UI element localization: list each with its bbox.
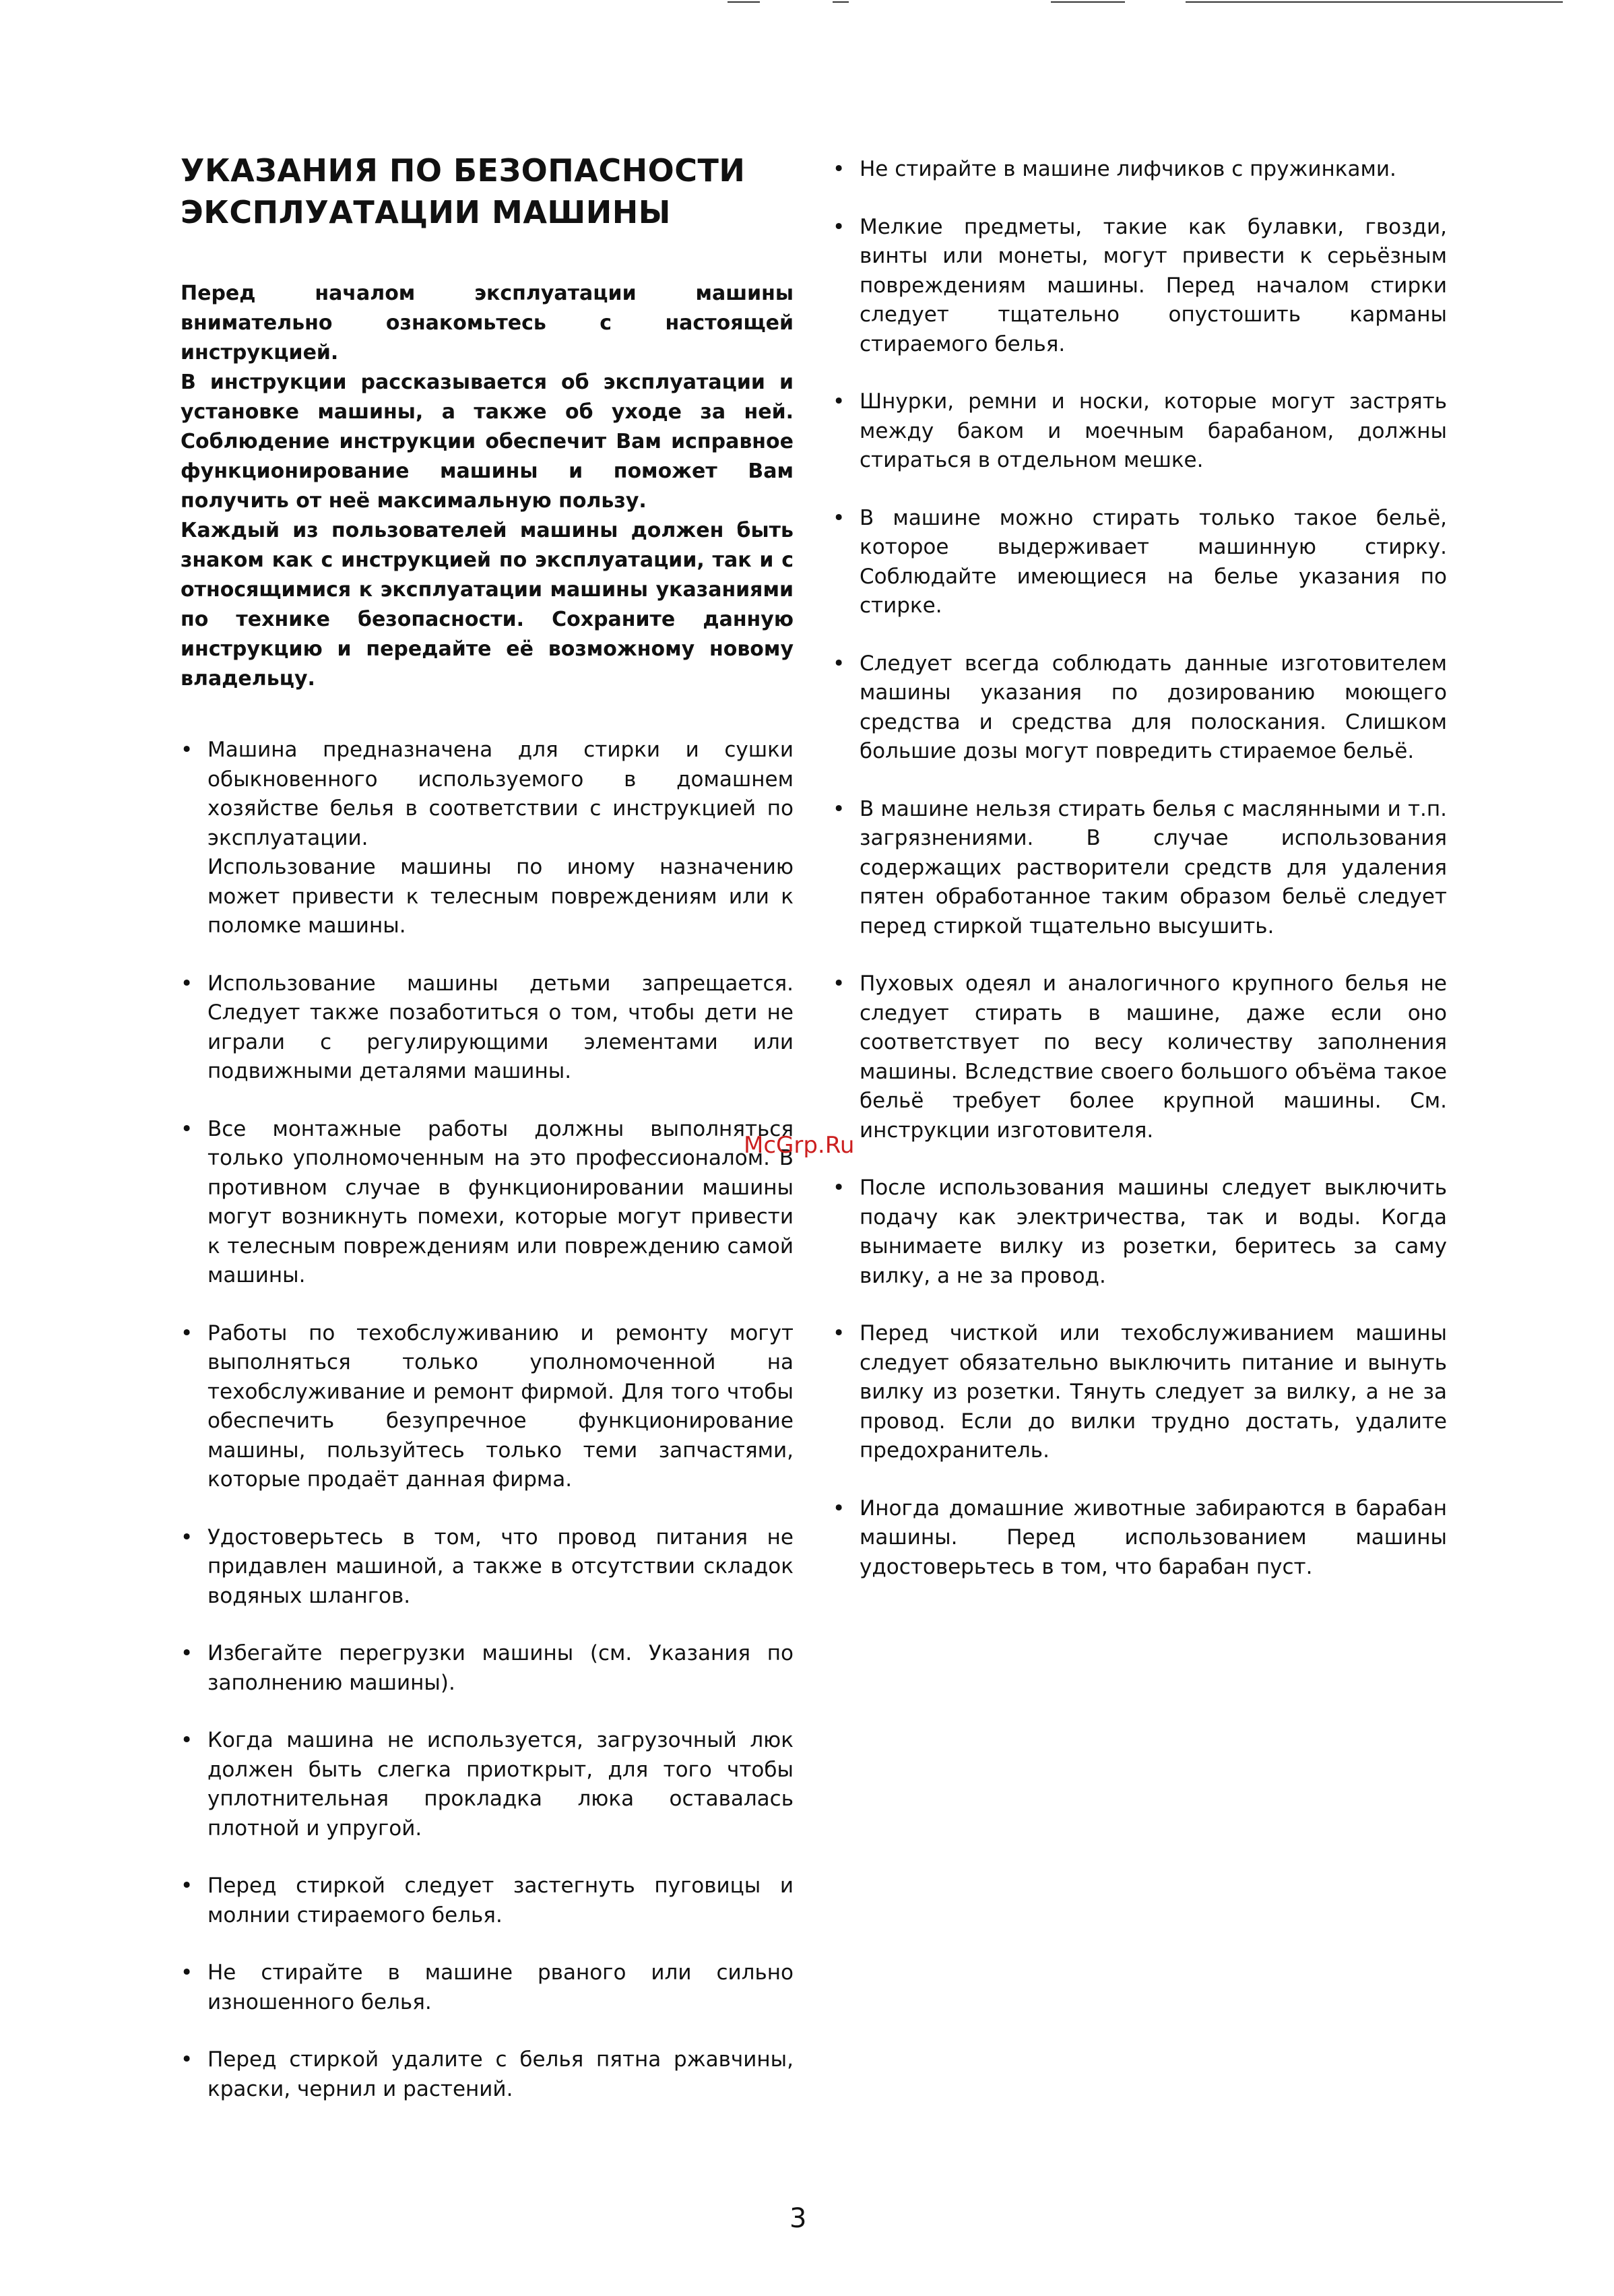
list-item: • Мелкие предметы, такие как булавки, гвозди, винты или монеты, могут привести к серьёзным повреждениям машины. Перед началом стирки следует тщательно опустошить карманы стираемого белья.: [833, 213, 1447, 360]
list-item: • Удостоверьтесь в том, что провод питания не придавлен машиной, а также в отсутствии складок водяных шлангов.: [181, 1523, 794, 1612]
right-column: [833, 155, 1447, 1610]
list-item: • Не стирайте в машине рваного или сильно изношенного белья.: [181, 1958, 794, 2017]
list-item: • Избегайте перегрузки машины (см. Указания по заполнению машины).: [181, 1639, 794, 1698]
page-number: 3: [789, 2203, 807, 2234]
intro-paragraph: Перед началом эксплуатации машины внимательно ознакомьтесь с настоящей инструкцией.: [181, 282, 794, 364]
intro-paragraph: Каждый из пользователей машины должен быть знаком как с инструкцией по эксплуатации, так и с относящимися к эксплуатации машины указаниями по технике безопасности. Сохраните данную инструкцию и передайте её возможному новому владельцу.: [181, 519, 794, 691]
list-item: • После использования машины следует выключить подачу как электричества, так и воды. Когда вынимаете вилку из розетки, беритесь за саму вилку, а не за провод.: [833, 1174, 1447, 1291]
intro-block: [181, 279, 794, 694]
list-item: • В машине нельзя стирать белья с маслянными и т.п. загрязнениями. В случае использования содержащих растворители средств для удаления пятен обработанное таким образом бельё следует перед стиркой тщательно высушить.: [833, 795, 1447, 942]
intro-paragraph: В инструкции рассказывается об эксплуатации и установке машины, а также об уходе за ней. Соблюдение инструкции обеспечит Вам исправное функционирование машины и поможет Вам получить от неё максимальную пользу.: [181, 371, 794, 513]
list-item: • Работы по техобслуживанию и ремонту могут выполняться только уполномоченной на техобслуживание и ремонт фирмой. Для того чтобы обеспечить безупречное функционирование машины, пользуйтесь только теми запчастями, которые продаёт данная фирма.: [181, 1319, 794, 1495]
list-item: • Перед стиркой удалите с белья пятна ржавчины, краски, чернил и растений.: [181, 2045, 794, 2104]
list-item: • Когда машина не используется, загрузочный люк должен быть слегка приоткрыт, для того чтобы уплотнительная прокладка люка оставалась плотной и упругой.: [181, 1726, 794, 1843]
list-item: • Пуховых одеял и аналогичного крупного белья не следует стирать в машине, даже если оно соответствует по весу количеству заполнения машины. Вследствие своего большого объёма такое бельё требует более крупной машины. См. инструкции изготовителя.: [833, 969, 1447, 1145]
list-item: • Перед чисткой или техобслуживанием машины следует обязательно выключить питание и вынуть вилку из розетки. Тянуть следует за вилку, а не за провод. Если до вилки трудно достать, удалите предохранитель.: [833, 1319, 1447, 1466]
left-column: [181, 150, 794, 2132]
list-item: • Шнурки, ремни и носки, которые могут застрять между баком и моечным барабаном, должны стираться в отдельном мешке.: [833, 387, 1447, 476]
list-item: • В машине можно стирать только такое бельё, которое выдерживает машинную стирку. Соблюдайте имеющиеся на белье указания по стирке.: [833, 504, 1447, 621]
watermark-link[interactable]: McGrp.Ru: [744, 1132, 855, 1159]
list-item: • Все монтажные работы должны выполняться только уполномоченным на это профессионалом. В противном случае в функционировании машины могут возникнуть помехи, которые могут привести к телесным повреждениям или повреждению самой машины.: [181, 1115, 794, 1291]
list-item: • Использование машины детьми запрещается. Следует также позаботиться о том, чтобы дети не играли с регулирующими элементами или подвижными деталями машины.: [181, 969, 794, 1087]
list-item: [181, 736, 794, 941]
safety-list-left: [181, 736, 794, 2104]
scan-edge-lines: [0, 0, 1614, 13]
list-item: • Перед стиркой следует застегнуть пуговицы и молнии стираемого белья.: [181, 1872, 794, 1930]
list-item: • Не стирайте в машине лифчиков с пружинками.: [833, 155, 1447, 185]
list-item: • Иногда домашние животные забираются в барабан машины. Перед использованием машины удостоверьтесь в том, что барабан пуст.: [833, 1494, 1447, 1583]
list-item-text-continued: Использование машины по иному назначению может привести к телесным повреждениям или к поломке машины.: [207, 855, 794, 938]
list-item: • Следует всегда соблюдать данные изготовителем машины указания по дозированию моющего средства и средства для полоскания. Слишком большие дозы могут повредить стираемое бельё.: [833, 649, 1447, 767]
document-title: УКАЗАНИЯ ПО БЕЗОПАСНОСТИ ЭКСПЛУАТАЦИИ МАШИНЫ: [181, 152, 746, 230]
list-item-text: • Машина предназначена для стирки и сушки обыкновенного используемого в домашнем хозяйстве белья в соответствии с инструкцией по эксплуатации.: [207, 738, 794, 850]
safety-list-right: [833, 155, 1447, 1582]
